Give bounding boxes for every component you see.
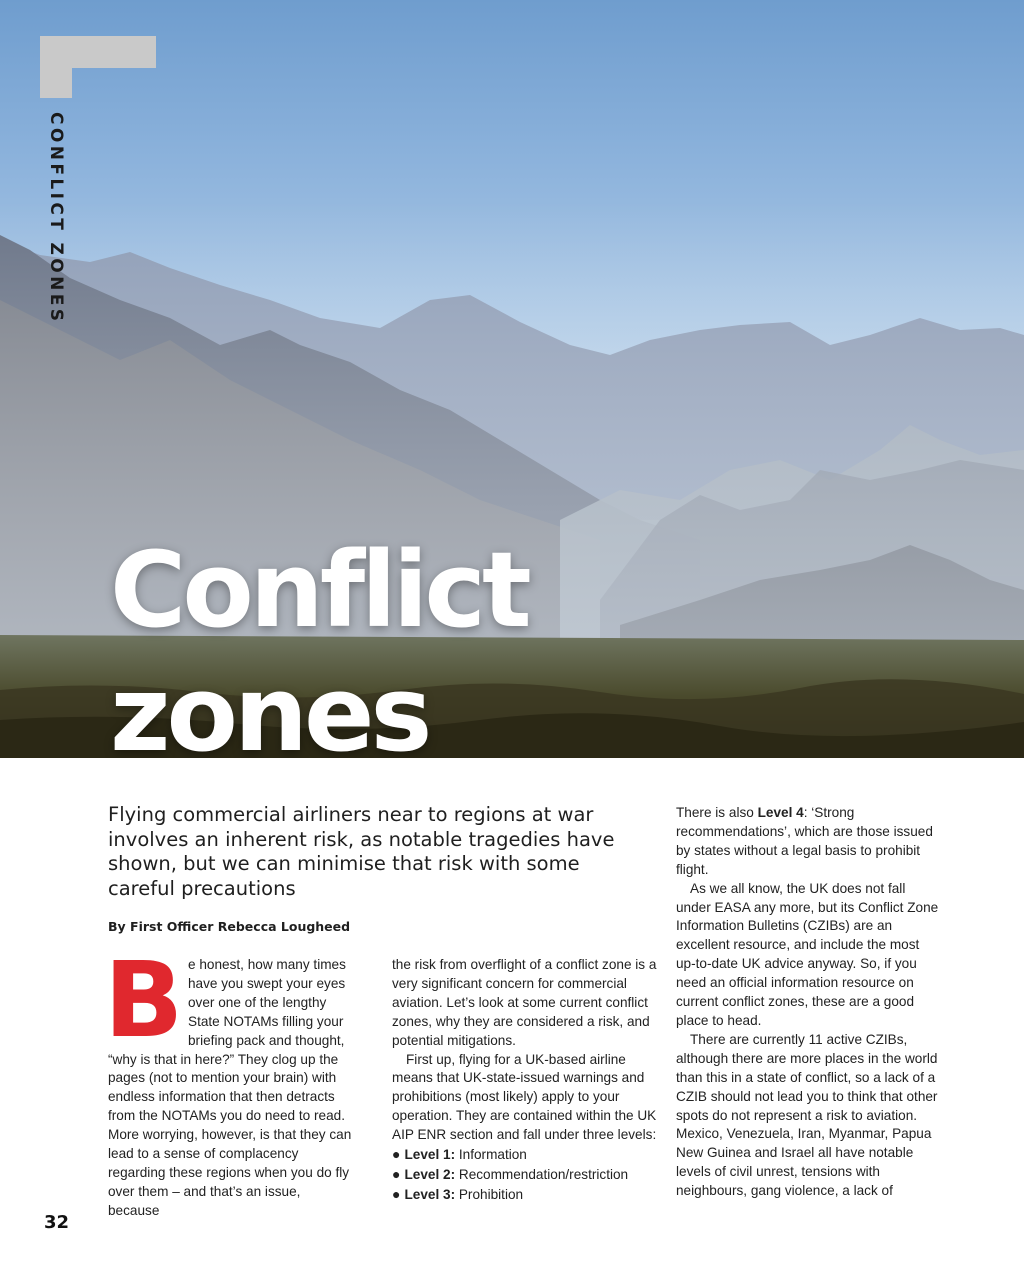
section-label: CONFLICT ZONES (46, 112, 66, 325)
text-run: There is also (676, 805, 758, 820)
paragraph: e honest, how many times have you swept your eyes over one of the lengthy State NOTAMs filling your briefing pack and thought, “why is that in here?” They clog up the pages (not to mention your brain) with endless information that then detracts from the NOTAMs you do need to read. More worrying, however, is that they can lead to a sense of complacency regarding these regions when you do fly over them – and that’s an issue, because (108, 957, 352, 1218)
text-run: : ‘Strong recommendations’, which are those issued by states without a legal basis to prohibit flight. (676, 805, 933, 877)
paragraph: First up, flying for a UK-based airline means that UK-state-issued warnings and prohibitions (most likely) apply to your operation. They are contained within the UK AIP ENR section and fall under three levels: (392, 1051, 657, 1143)
level-text: Prohibition (455, 1186, 524, 1202)
article-column-2 (392, 956, 658, 1205)
article-column-3 (676, 804, 942, 1201)
title-line-2: zones (110, 653, 429, 758)
list-item (392, 1185, 658, 1205)
paragraph: the risk from overflight of a conflict zone is a very significant concern for commercial aviation. Let’s look at some current conflict zones, why they are considered a risk, and potential mitigations. (392, 957, 657, 1048)
list-item (392, 1145, 658, 1165)
bullet-icon: ● (392, 1146, 401, 1163)
article-column-1 (104, 939, 354, 1221)
standfirst: Flying commercial airliners near to regions at war involves an inherent risk, as notable tragedies have shown, but we can minimise that risk with some careful precautions (108, 803, 615, 900)
page-number: 32 (44, 1212, 70, 1233)
level-label: Level 2: (404, 1166, 456, 1182)
level-label: Level 1: (404, 1147, 456, 1163)
drop-cap: B (104, 939, 184, 1061)
bullet-icon: ● (392, 1165, 401, 1182)
paragraph: As we all know, the UK does not fall under EASA any more, but its Conflict Zone Information Bulletins (CZIBs) are an excellent resource, and include the most up-to-date UK advice anyway. So, if you need an official information resource on current conflict zones, these are a good place to head. (676, 880, 939, 1028)
paragraph: There are currently 11 active CZIBs, although there are more places in the world than this in a state of conflict, so a lack of a CZIB should not lead you to think that other spots do not represent a risk to aviation. Mexico, Venezuela, Iran, Myanmar, Papua New Guinea and Israel all have notable levels of civil unrest, tensions with neighbours, gang violence, a lack of (676, 1031, 938, 1199)
level-label: Level 3: (404, 1186, 456, 1202)
levels-list (392, 1145, 658, 1205)
level-text: Recommendation/restriction (455, 1166, 629, 1182)
corner-bracket-mark (40, 36, 156, 98)
level-4-label: Level 4 (757, 805, 804, 820)
level-text: Information (455, 1147, 527, 1163)
page-title (110, 528, 528, 758)
bullet-icon: ● (392, 1185, 401, 1202)
title-line-1: Conflict (110, 529, 528, 651)
byline: By First Officer Rebecca Lougheed (108, 919, 351, 934)
list-item (392, 1165, 658, 1185)
paragraph (676, 804, 942, 880)
